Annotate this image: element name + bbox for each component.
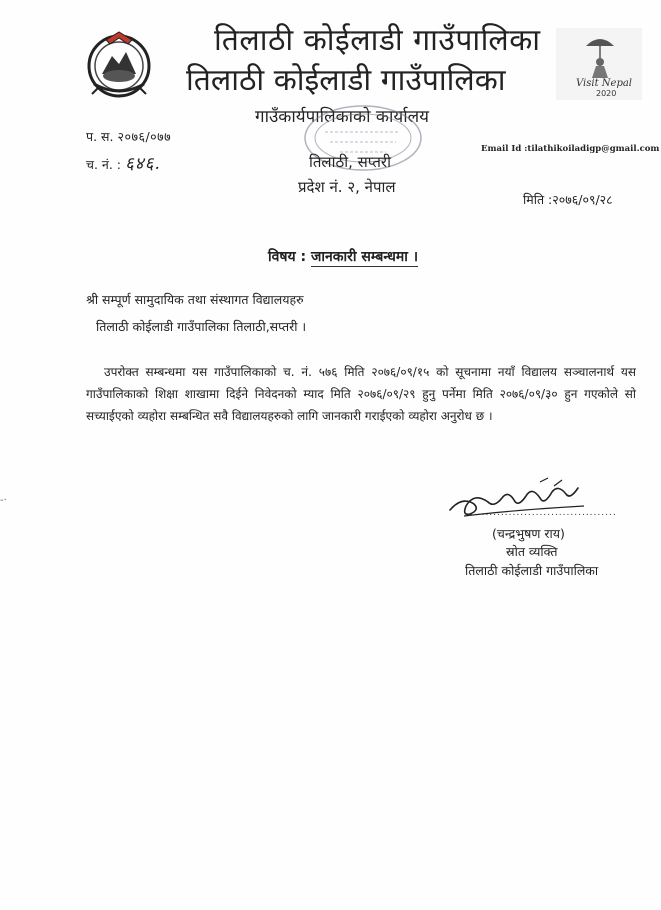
office-title: गाउँकार्यपालिकाको कार्यालय [255,107,430,127]
visit-nepal-logo [556,28,642,100]
signature-line: ...................................... [470,508,617,518]
address-line-1: तिलाठी, सप्तरी [309,153,391,171]
patra-label: प. स. [86,129,114,144]
signatory-title: स्रोत व्यक्ति [506,544,558,559]
letter-date: मिति :२०७६/०९/२८ [523,192,613,207]
logo-text-visit-nepal: Visit Nepal [576,78,633,89]
edge-mark-icon: -· [0,495,7,506]
subject-text: जानकारी सम्बन्धमा । [310,249,419,265]
chalani-number [86,151,161,174]
municipality-name: तिलाठी कोईलाडी गाउँपालिका [214,23,541,58]
recipient-line-2: तिलाठी कोईलाडी गाउँपालिका तिलाठी,सप्तरी । [96,319,307,334]
email-id: Email Id :tilathikoiladigp@gmail.com [481,144,660,154]
municipality-name-secondary: तिलाठी कोईलाडी गाउँपालिका [186,63,506,98]
nepal-emblem-icon [84,26,154,102]
signatory-name: (चन्द्रभुषण राय) [492,526,565,541]
chalani-value: ६४६. [124,154,161,174]
chalani-label: च. नं. : [86,157,121,172]
subject-line [268,247,418,266]
address-line-2: प्रदेश नं. २, नेपाल [298,178,396,196]
subject-label: विषय : [268,249,307,265]
signatory-organization: तिलाठी कोईलाडी गाउँपालिका [465,563,599,578]
recipient-line-1: श्री सम्पूर्ण सामुदायिक तथा संस्थागत विद्यालयहरु [86,292,304,307]
logo-text-year: 2020 [596,89,617,98]
letter-body: उपरोक्त सम्बन्धमा यस गाउँपालिकाको च. नं. ५७६ मिति २०७६/०९/१५ को सूचनामा नयाँ विद्यालय सञ्चालनार्थ यस गाउँपालिकाको शिक्षा शाखामा दिईने निवेदनको म्याद मिति २०७६/०९/२९ हुनु पर्नेमा मिति २०७६/०९/३० हुन गएकोले सो सच्याईएको व्यहोरा सम्बन्धित सवै विद्यालयहरुको लागि जानकारी गराईएको व्यहोरा अनुरोध छ । [86,365,636,423]
patra-value: २०७६/०७७ [117,129,172,144]
patra-sankhya [86,128,171,145]
visit-nepal-logo-icon [556,28,642,100]
